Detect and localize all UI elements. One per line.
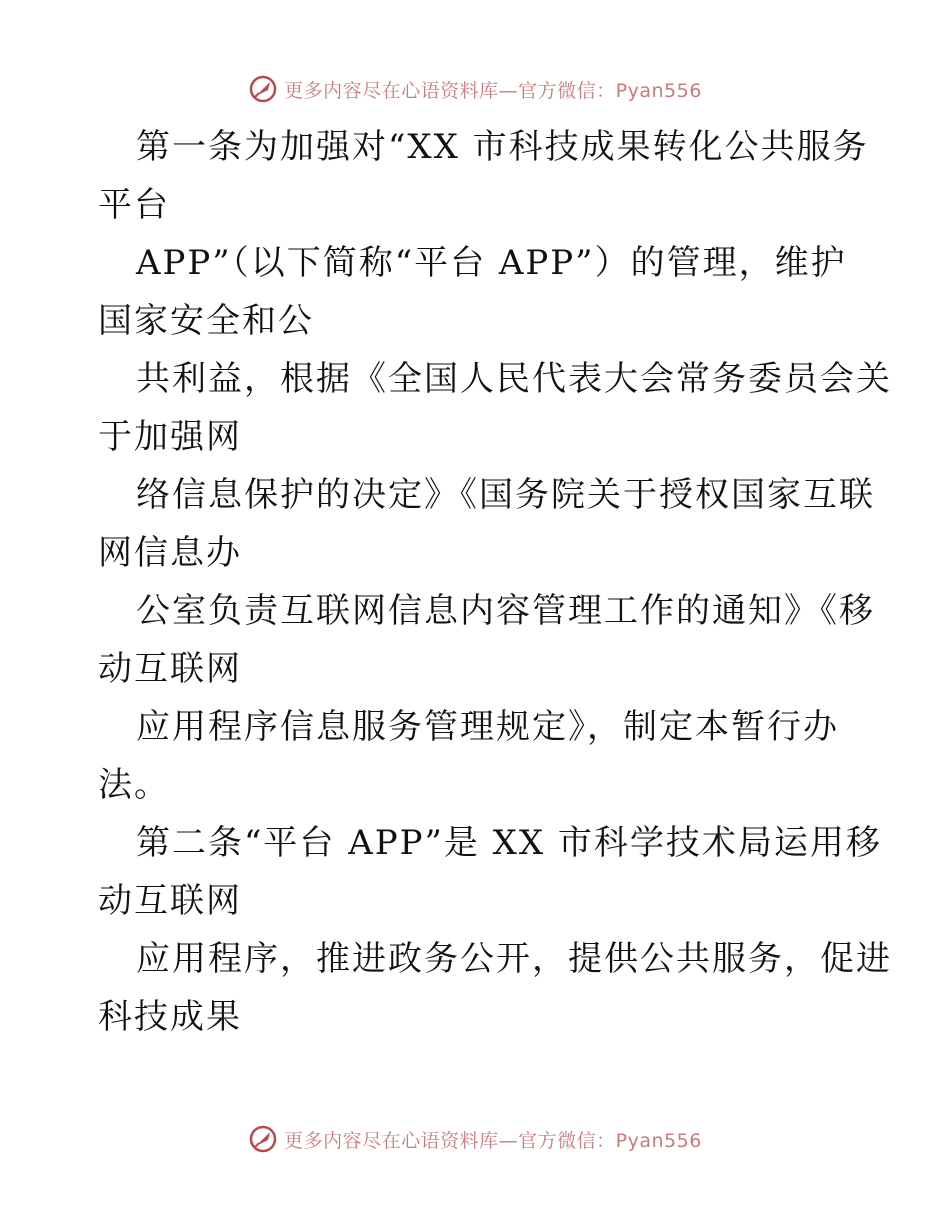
text-line: 第二条“平台 APP”是 XX 市科学技术局运用移 [136,823,882,863]
text-line: 应用程序信息服务管理规定》，制定本暂行办 [136,707,839,747]
text-line: 第一条为加强对“XX 市科技成果转化公共服务 [136,127,869,167]
text-line: 共利益，根据《全国人民代表大会常务委员会关 [136,359,892,399]
text-line: 平台 [98,185,170,225]
text-line: 法。 [98,765,170,805]
watermark-text: 更多内容尽在心语资料库—官方微信：Pyan556 [284,1129,702,1152]
document-body [98,118,892,1046]
text-line: 动互联网 [98,649,242,689]
text-line: 应用程序，推进政务公开，提供公共服务，促进 [136,939,892,979]
text-line: 公室负责互联网信息内容管理工作的通知》《移 [136,591,875,631]
footer-watermark [0,1124,950,1154]
header-watermark [0,74,950,104]
text-line: 科技成果 [98,997,242,1037]
text-line: APP”（以下简称“平台 APP”）的管理，维护 [136,243,847,283]
text-line: 国家安全和公 [98,301,314,341]
text-line: 于加强网 [98,417,242,457]
watermark-text: 更多内容尽在心语资料库—官方微信：Pyan556 [284,79,702,102]
text-line: 动互联网 [98,881,242,921]
quill-logo-icon [248,74,278,104]
text-line: 络信息保护的决定》《国务院关于授权国家互联 [136,475,875,515]
quill-logo-icon [248,1124,278,1154]
text-line: 网信息办 [98,533,242,573]
